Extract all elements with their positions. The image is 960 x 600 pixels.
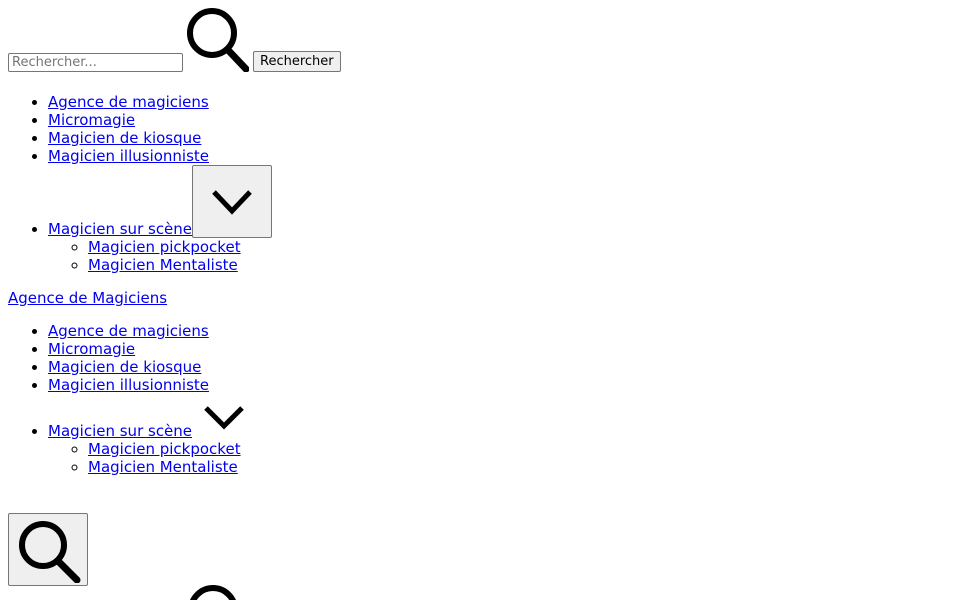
- submenu-item: [88, 440, 948, 458]
- submenu-link-pickpocket[interactable]: Magicien pickpocket: [88, 440, 241, 458]
- submenu-item: [88, 238, 948, 256]
- nav-link-micromagie[interactable]: Micromagie: [48, 111, 136, 129]
- nav-item: [48, 340, 948, 358]
- chevron-down-icon: [210, 187, 254, 217]
- nav-item: [48, 111, 948, 129]
- secondary-nav: [8, 322, 948, 476]
- submenu-item: [88, 458, 948, 476]
- nav-link-scene[interactable]: • Magicien sur scène: [48, 220, 193, 238]
- nav-link-kiosque[interactable]: Magicien de kiosque: [48, 129, 202, 147]
- chevron-down-icon[interactable]: [200, 394, 248, 442]
- search-icon: [185, 6, 249, 72]
- nav-link-illusionniste[interactable]: Magicien illusionniste: [48, 147, 210, 165]
- nav-item: [48, 165, 948, 274]
- submenu-item: [88, 256, 948, 274]
- nav-link-agence[interactable]: Agence de magiciens: [48, 93, 209, 111]
- submenu-toggle-button[interactable]: [192, 165, 272, 238]
- primary-nav: [8, 93, 948, 274]
- nav-link-micromagie[interactable]: Micromagie: [48, 340, 136, 358]
- search-form: [8, 6, 341, 72]
- submenu-link-mentaliste[interactable]: Magicien Mentaliste: [88, 458, 238, 476]
- nav-link-kiosque[interactable]: Magicien de kiosque: [48, 358, 202, 376]
- nav-item: [48, 147, 948, 165]
- search-button[interactable]: Rechercher: [253, 51, 341, 72]
- search-icon-partial: [186, 584, 242, 600]
- nav-item: [48, 376, 948, 394]
- site-title: [8, 289, 167, 307]
- nav-item: [48, 93, 948, 111]
- nav-item: [48, 394, 948, 476]
- submenu-link-mentaliste[interactable]: Magicien Mentaliste: [88, 256, 238, 274]
- submenu: [48, 238, 948, 274]
- nav-item: [48, 358, 948, 376]
- submenu: [48, 440, 948, 476]
- site-title-link[interactable]: Agence de Magiciens: [8, 289, 168, 307]
- nav-item: [48, 322, 948, 340]
- nav-link-scene[interactable]: • Magicien sur scène: [48, 422, 193, 440]
- search-input[interactable]: [8, 53, 183, 72]
- search-icon: [186, 584, 242, 600]
- submenu-link-pickpocket[interactable]: Magicien pickpocket: [88, 238, 241, 256]
- search-toggle-button[interactable]: [8, 513, 88, 586]
- nav-link-illusionniste[interactable]: Magicien illusionniste: [48, 376, 210, 394]
- nav-item: [48, 129, 948, 147]
- search-icon: [15, 517, 81, 583]
- nav-link-agence[interactable]: Agence de magiciens: [48, 322, 209, 340]
